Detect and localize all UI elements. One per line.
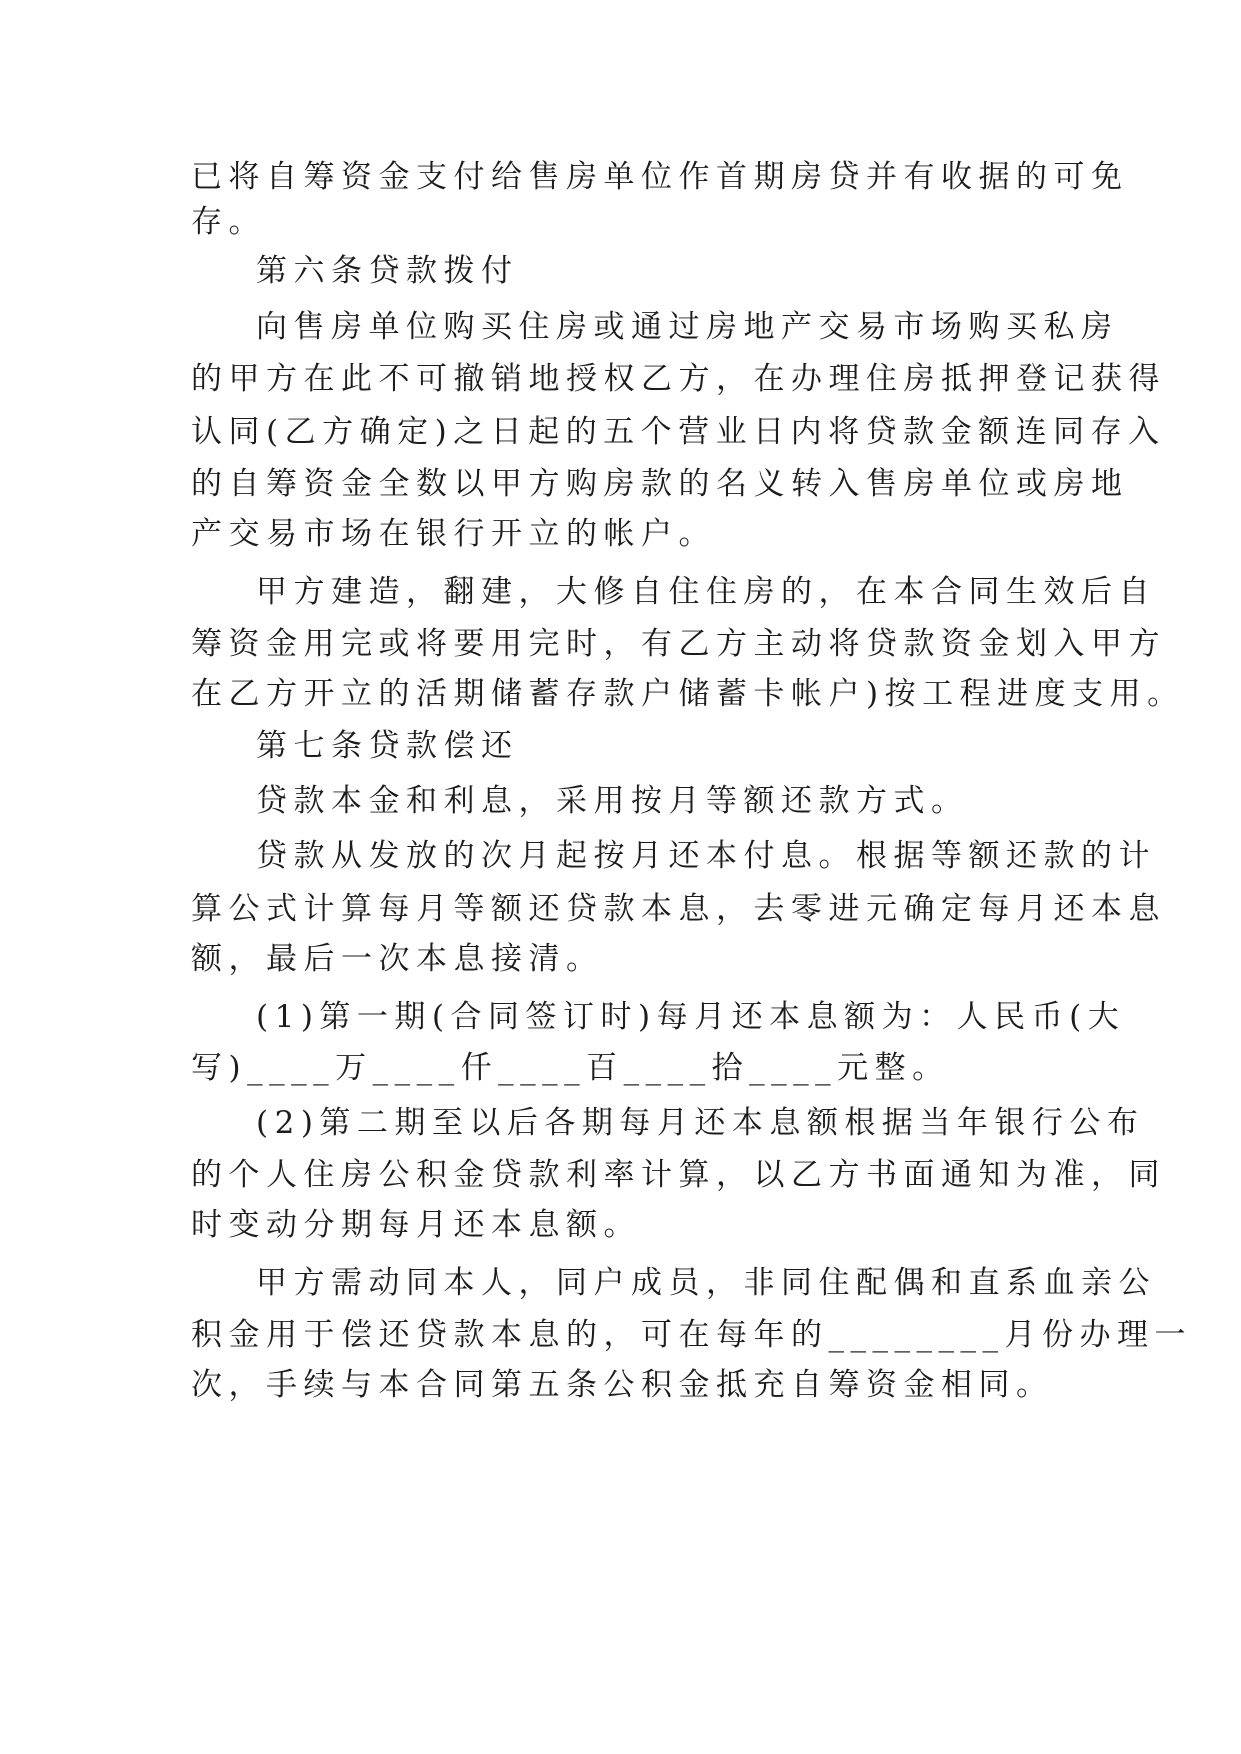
section-heading: 第六条贷款拨付	[256, 253, 519, 289]
text-line: (1)第一期(合同签订时)每月还本息额为：人民币(大	[256, 999, 1126, 1035]
text-line: 存。	[191, 204, 266, 240]
text-line: 算公式计算每月等额还贷款本息，去零进元确定每月还本息	[191, 891, 1166, 927]
text-line: 的个人住房公积金贷款利率计算，以乙方书面通知为准，同	[191, 1157, 1166, 1193]
text-line: 向售房单位购买住房或通过房地产交易市场购买私房	[256, 309, 1119, 345]
text-line: 写)____万____仟____百____拾____元整。	[191, 1050, 950, 1086]
text-line: 甲方需动同本人，同户成员，非同住配偶和直系血亲公	[256, 1265, 1156, 1301]
text-line: 认同(乙方确定)之日起的五个营业日内将贷款金额连同存入	[191, 414, 1166, 450]
text-line: 积金用于偿还贷款本息的，可在每年的________月份办理一	[191, 1317, 1192, 1353]
text-line: 时变动分期每月还本息额。	[191, 1207, 641, 1243]
text-line: 贷款从发放的次月起按月还本付息。根据等额还款的计	[256, 838, 1156, 874]
text-line: 的甲方在此不可撤销地授权乙方，在办理住房抵押登记获得	[191, 361, 1166, 397]
text-line: (2)第二期至以后各期每月还本息额根据当年银行公布	[256, 1105, 1145, 1141]
text-line: 的自筹资金全数以甲方购房款的名义转入售房单位或房地	[191, 466, 1129, 502]
text-line: 产交易市场在银行开立的帐户。	[191, 516, 716, 552]
text-line: 甲方建造，翻建，大修自住住房的，在本合同生效后自	[256, 574, 1156, 610]
text-line: 已将自筹资金支付给售房单位作首期房贷并有收据的可免	[191, 159, 1129, 195]
text-line: 在乙方开立的活期储蓄存款户储蓄卡帐户)按工程进度支用。	[191, 676, 1185, 712]
section-heading: 第七条贷款偿还	[256, 728, 519, 764]
text-line: 额，最后一次本息接清。	[191, 941, 604, 977]
text-line: 贷款本金和利息，采用按月等额还款方式。	[256, 783, 969, 819]
text-line: 筹资金用完或将要用完时，有乙方主动将贷款资金划入甲方	[191, 626, 1166, 662]
text-line: 次，手续与本合同第五条公积金抵充自筹资金相同。	[191, 1367, 1054, 1403]
